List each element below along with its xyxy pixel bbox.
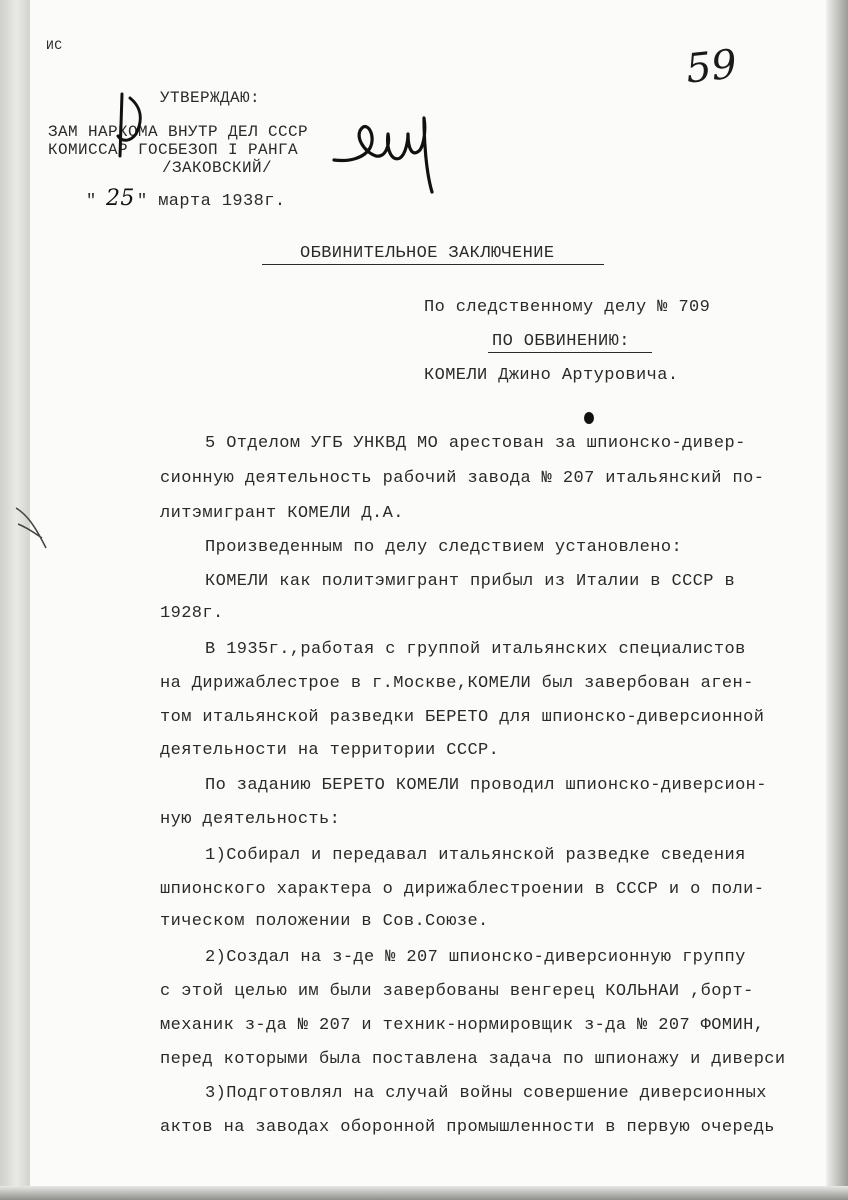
body-line: 1)Собирал и передавал итальянской разведке сведения [205,846,746,865]
accused-name: КОМЕЛИ Джино Артуровича. [424,366,679,385]
approval-date-day: 25 [106,186,135,211]
body-line: КОМЕЛИ как политэмигрант прибыл из Италии в СССР в [205,572,736,591]
body-line: актов на заводах оборонной промышленности в первую очередь [160,1118,775,1137]
body-line: 5 Отделом УГБ УНКВД МО арестован за шпионско-дивер- [205,434,746,453]
body-line: литэмигрант КОМЕЛИ Д.А. [160,504,404,523]
approval-stamp: УТВЕРЖДАЮ: [160,89,261,107]
signature [328,100,438,200]
approver-name: /ЗАКОВСКИЙ/ [162,159,273,177]
body-line: тическом положении в Сов.Союзе. [160,912,489,931]
approver-rank: КОМИССАР ГОСБЕЗОП I РАНГА [48,141,299,159]
body-line: По заданию БЕРЕТО КОМЕЛИ проводил шпионско-диверсион- [205,776,767,795]
body-line: 2)Создал на з-де № 207 шпионско-диверсионную группу [205,948,746,967]
body-line: перед которыми была поставлена задача по шпионажу и диверси [160,1050,786,1069]
accusation-label: ПО ОБВИНЕНИЮ: [492,332,630,351]
title-underline [262,264,604,265]
approval-date: " марта 1938г. [137,192,286,211]
body-line: ную деятельность: [160,810,341,829]
accusation-underline [488,352,652,353]
approval-date-open: " [86,192,97,211]
handwritten-mark [100,86,170,166]
body-line: механик з-да № 207 и техник-нормировщик з-да № 207 ФОМИН, [160,1016,765,1035]
body-line: 1928г. [160,604,224,623]
document-title: ОБВИНИТЕЛЬНОЕ ЗАКЛЮЧЕНИЕ [300,244,555,263]
margin-mark: ИС [46,38,63,53]
body-line: с этой целью им были завербованы венгерец КОЛЬНАИ ,борт- [160,982,754,1001]
body-line: Произведенным по делу следствием установлено: [205,538,683,557]
page-bottom-shadow [0,1186,848,1200]
page-number: 59 [683,41,740,93]
approver-position: ЗАМ НАРКОМА ВНУТР ДЕЛ СССР [48,123,309,141]
page-edge-shadow [826,0,848,1200]
body-line: на Дирижаблестрое в г.Москве,КОМЕЛИ был завербован аген- [160,674,754,693]
ink-blot [584,412,594,424]
body-line: том итальянской разведки БЕРЕТО для шпионско-диверсионной [160,708,765,727]
case-number: По следственному делу № 709 [424,298,711,317]
body-line: 3)Подготовлял на случай войны совершение диверсионных [205,1084,767,1103]
body-line: шпионского характера о дирижаблестроении в СССР и о поли- [160,880,765,899]
binding-thread [12,494,52,554]
body-line: деятельности на территории СССР. [160,741,500,760]
body-line: сионную деятельность рабочий завода № 207 итальянский по- [160,469,765,488]
body-line: В 1935г.,работая с группой итальянских специалистов [205,640,746,659]
